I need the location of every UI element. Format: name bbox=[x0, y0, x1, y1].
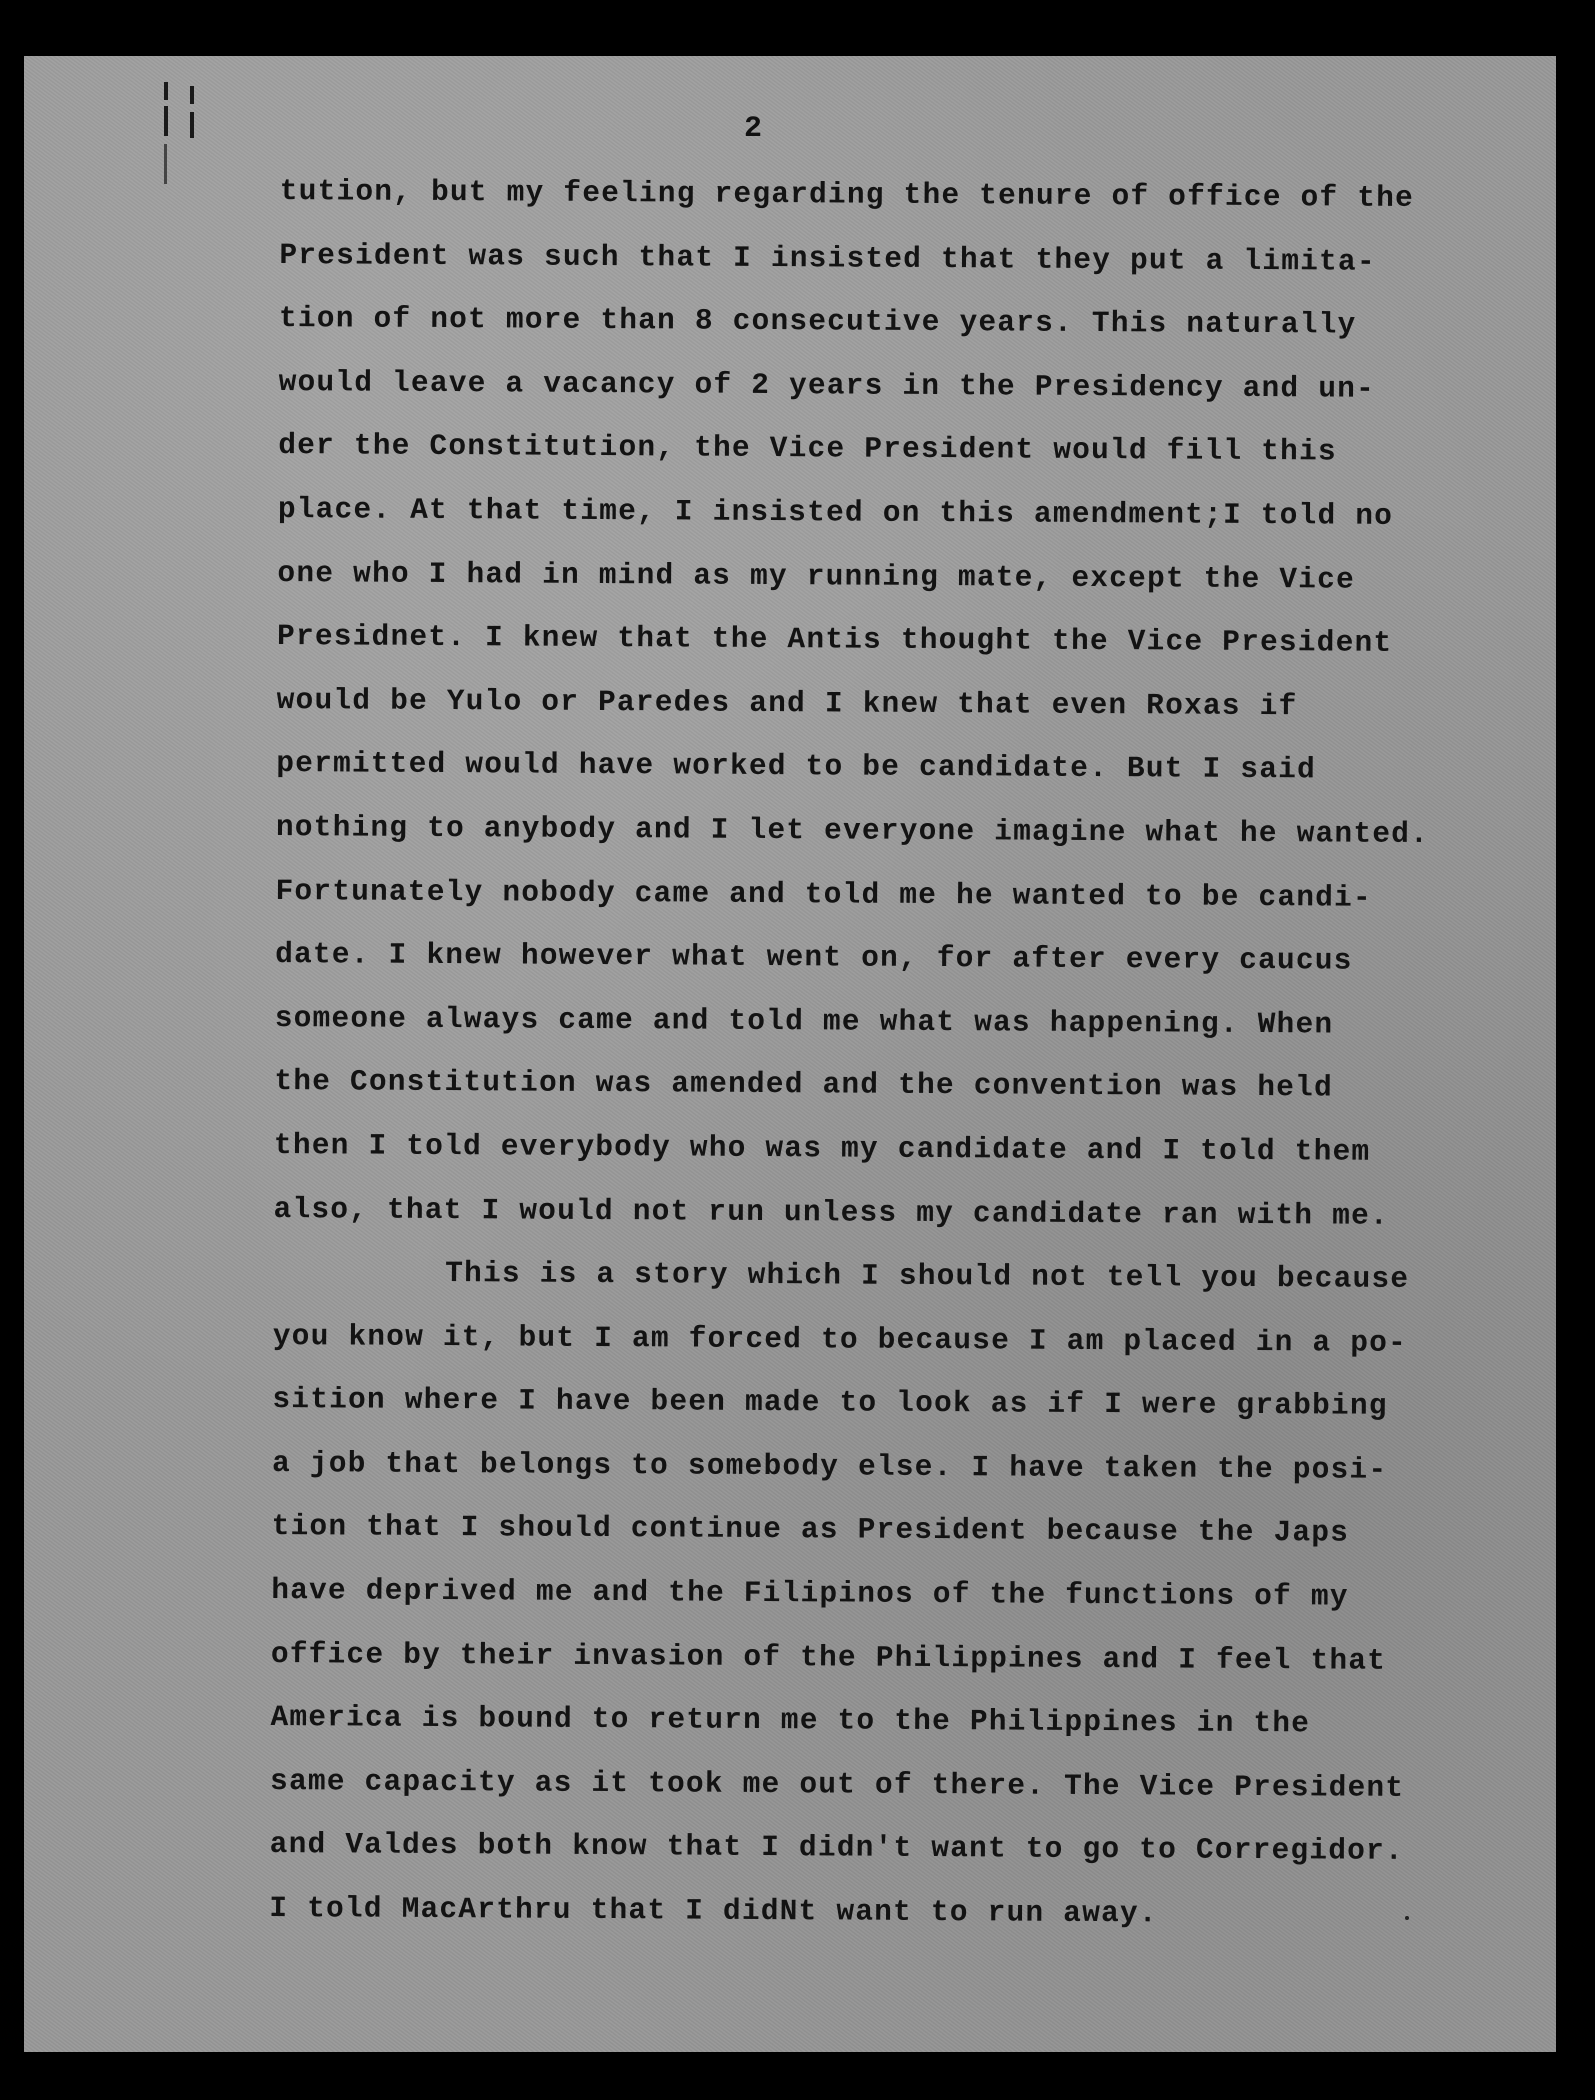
paragraph-2 bbox=[269, 1241, 1473, 1948]
document-body bbox=[269, 160, 1480, 1948]
text-line: one who I had in mind as my running mate, except the Vice bbox=[277, 555, 1356, 597]
text-line: Fortunately nobody came and told me he wanted to be candi- bbox=[275, 873, 1372, 915]
text-line: someone always came and told me what was happening. When bbox=[274, 1000, 1334, 1042]
text-line: place. At that time, I insisted on this amendment;I told no bbox=[277, 491, 1394, 533]
typewritten-page bbox=[24, 56, 1556, 2052]
text-line: nothing to anybody and I let everyone imagine what he wanted. bbox=[275, 809, 1430, 851]
text-line: then I told everybody who was my candidate and I told them bbox=[273, 1127, 1371, 1169]
text-line: This is a story which I should not tell you because bbox=[445, 1256, 1410, 1297]
margin-marks bbox=[154, 82, 204, 222]
text-line: permitted would have worked to be candidate. But I said bbox=[276, 746, 1317, 787]
text-line: tion of not more than 8 consecutive years. This naturally bbox=[278, 301, 1357, 342]
text-line: Presidnet. I knew that the Antis thought the Vice President bbox=[276, 619, 1393, 660]
text-line: tution, but my feeling regarding the tenure of office of the bbox=[279, 173, 1415, 215]
paragraph-1 bbox=[273, 160, 1480, 1248]
text-line: a job that belongs to somebody else. I have taken the posi- bbox=[271, 1445, 1388, 1487]
text-line: the Constitution was amended and the convention was held bbox=[274, 1064, 1334, 1105]
text-line: also, that I would not run unless my candidate ran with me. bbox=[273, 1191, 1389, 1233]
text-line: you know it, but I am forced to because I am placed in a po- bbox=[272, 1318, 1408, 1360]
text-line: and Valdes both know that I didn't want to go to Corregidor. bbox=[269, 1827, 1404, 1869]
text-line: have deprived me and the Filipinos of the functions of my bbox=[271, 1573, 1349, 1614]
page-number: 2 bbox=[744, 112, 764, 146]
text-line: America is bound to return me to the Philippines in the bbox=[270, 1700, 1311, 1741]
text-line: would leave a vacancy of 2 years in the Presidency and un- bbox=[278, 364, 1376, 406]
text-line: I told MacArthru that I didNt want to run away. bbox=[269, 1890, 1158, 1931]
text-line: office by their invasion of the Philippines and I feel that bbox=[270, 1636, 1387, 1678]
text-line: President was such that I insisted that they put a limita- bbox=[279, 237, 1376, 279]
text-line: tion that I should continue as President because the Japs bbox=[271, 1509, 1350, 1551]
text-line: sition where I have been made to look as if I were grabbing bbox=[272, 1382, 1388, 1424]
text-line: date. I knew however what went on, for after every caucus bbox=[275, 937, 1353, 978]
speck bbox=[1405, 1916, 1409, 1920]
text-line: would be Yulo or Paredes and I knew that even Roxas if bbox=[276, 682, 1298, 723]
text-line: same capacity as it took me out of there. The Vice President bbox=[269, 1763, 1405, 1805]
text-line: der the Constitution, the Vice President would fill this bbox=[278, 428, 1337, 469]
